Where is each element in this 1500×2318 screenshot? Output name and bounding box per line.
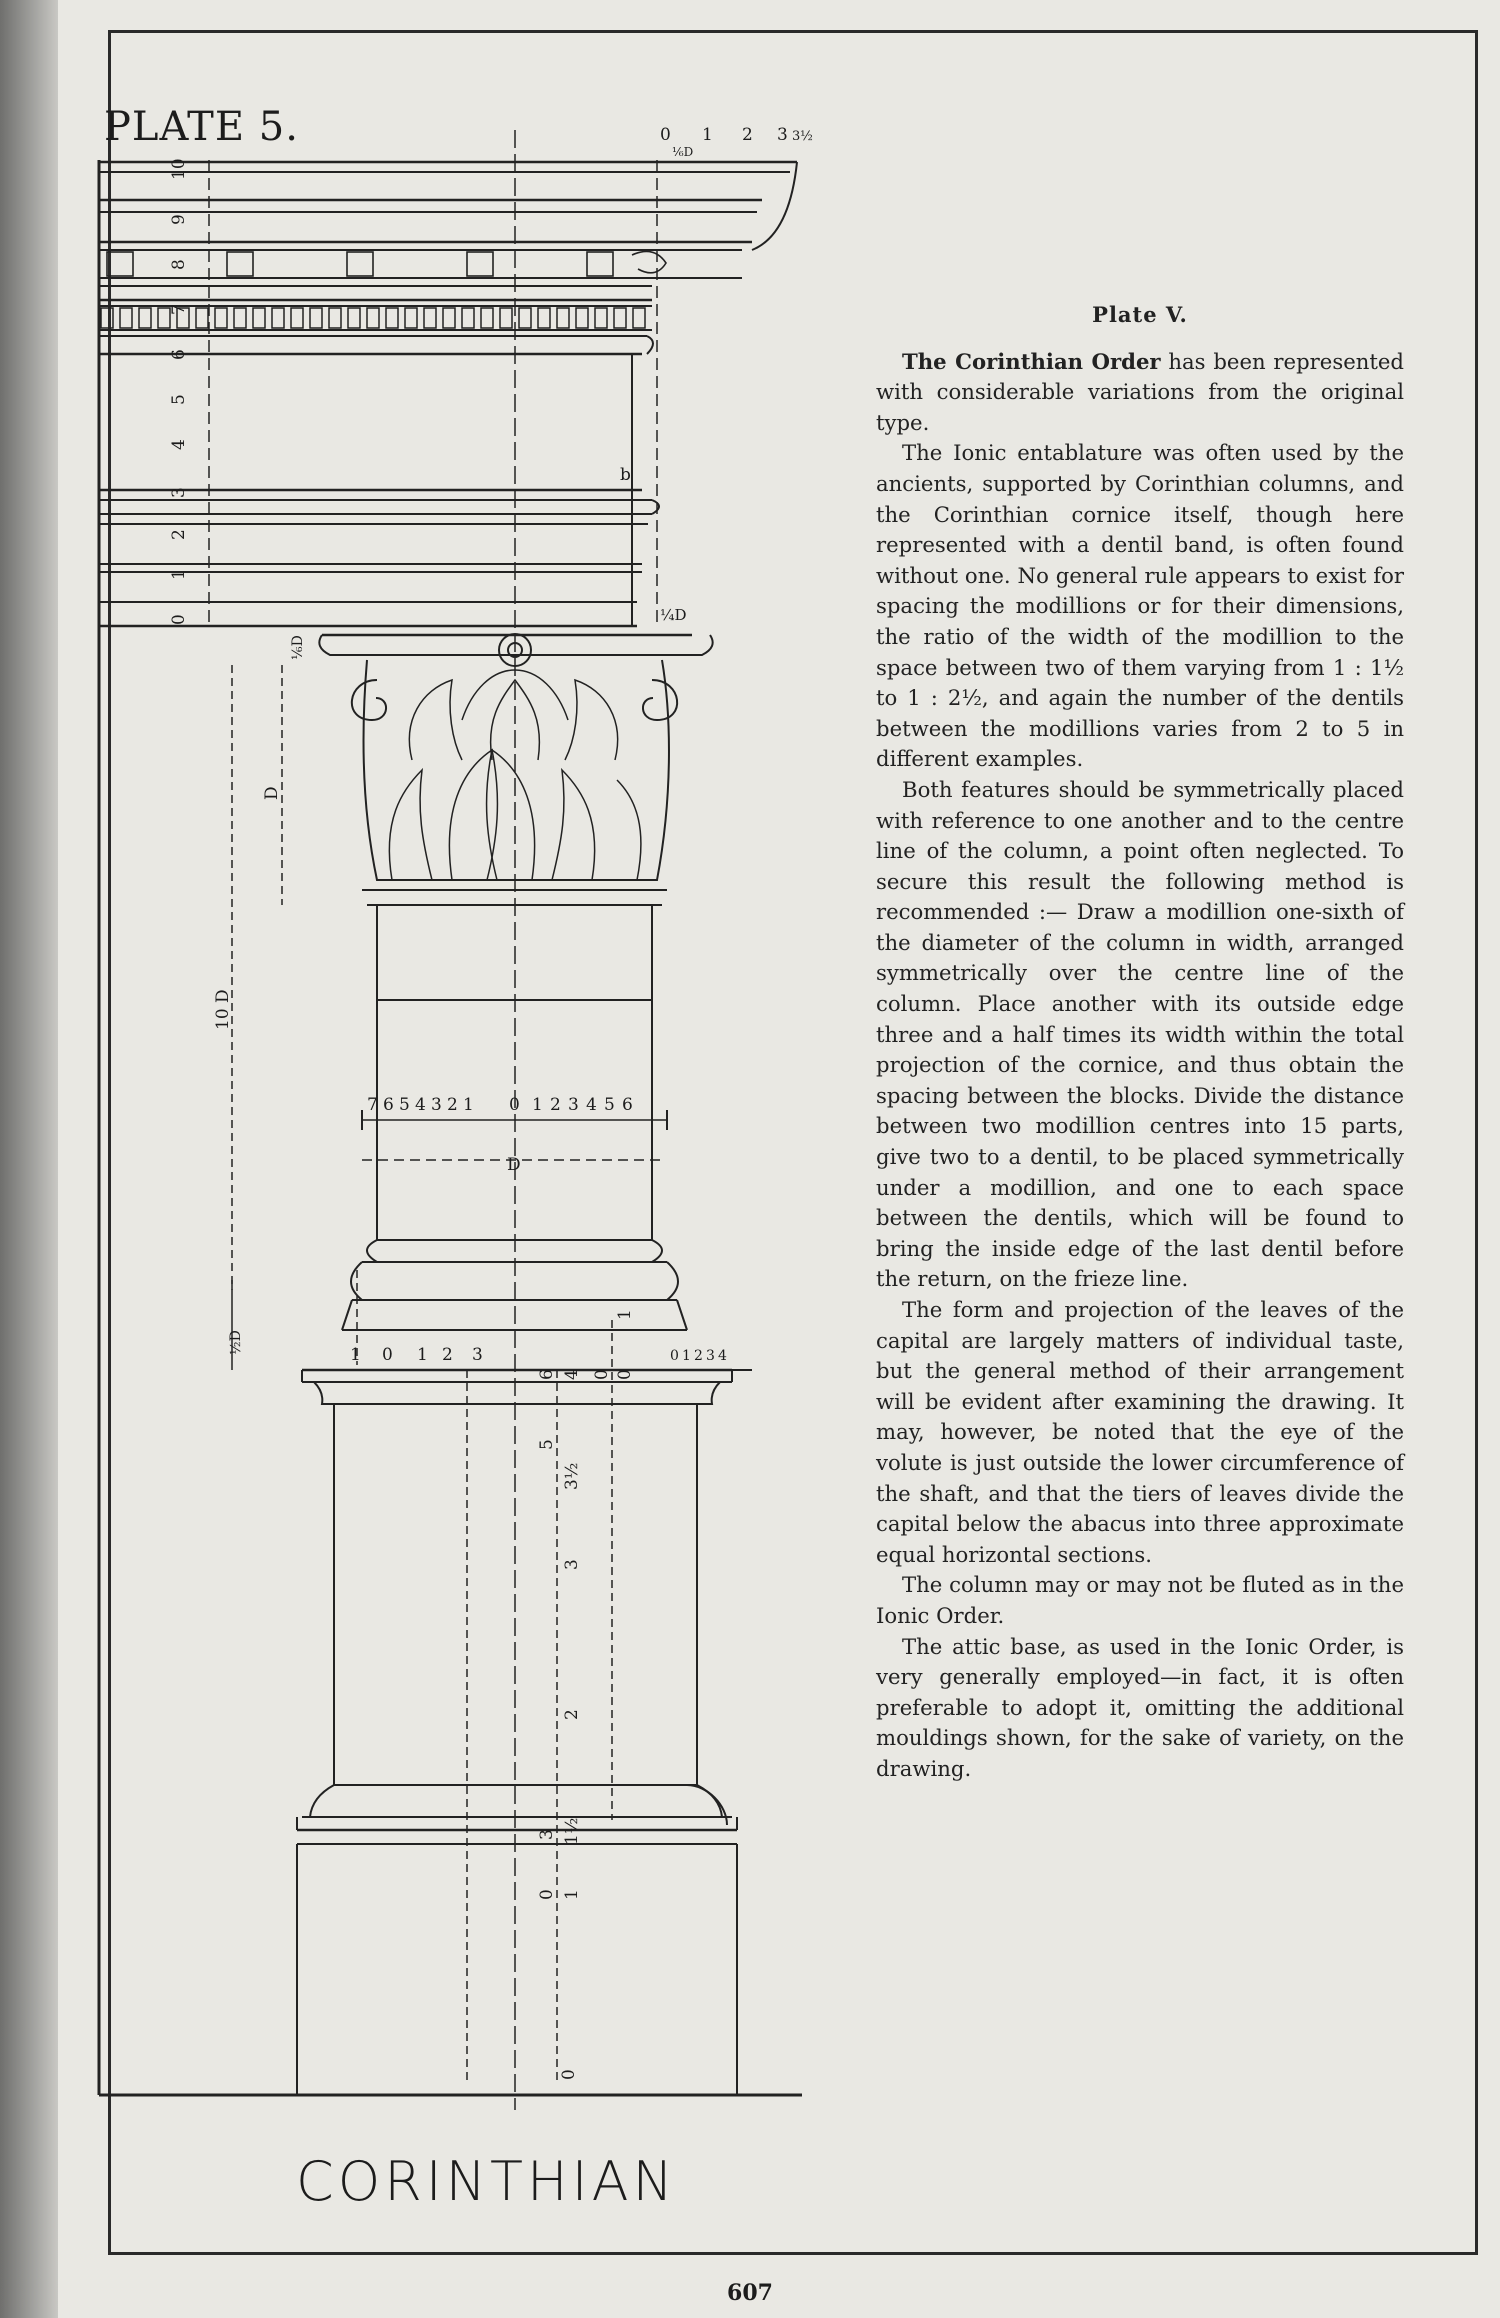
top-scale-1: 1 <box>702 125 713 145</box>
module-scale-left-1: 1 <box>463 1095 474 1115</box>
d-label-shaft: D <box>507 1155 521 1175</box>
plate-label: PLATE 5. <box>104 104 299 150</box>
paragraph-2: The Ionic entablature was often used by the ancients, supported by Corinthian columns, and the Corinthian cornice itself, though here represented with a dentil band, is often found without one. No general rule appears to exist for spacing the modillions or for their dimensions, the ratio of the width of the modillion to the space between two of them varying from 1 : 1½ to 1 : 2½, and again the number of the dentils between the modillions varies from 2 to 5 in different examples. <box>876 440 1404 772</box>
module-scale-right-4: 4 <box>586 1095 597 1115</box>
top-scale-3: 3 <box>777 125 788 145</box>
small-scale-3: 3 <box>706 1348 715 1364</box>
top-scale-3-half: 3½ <box>792 129 813 144</box>
base-scale-2: 2 <box>442 1345 453 1365</box>
shaft-mark-1-half: 1½ <box>562 1817 582 1845</box>
paragraph-1-lead: The Corinthian Order <box>902 348 1161 374</box>
module-scale-right-3: 3 <box>568 1095 579 1115</box>
base-scale-1: 1 <box>417 1345 428 1365</box>
plate-heading: Plate V. <box>1092 302 1188 327</box>
entablature-scale-6: 6 <box>169 349 189 360</box>
entablature-scale-7: 7 <box>169 304 189 315</box>
module-scale-left-5: 5 <box>399 1095 410 1115</box>
d-label-capital: D <box>262 786 282 800</box>
small-scale-0: 0 <box>670 1348 679 1364</box>
module-scale-left-6: 6 <box>383 1095 394 1115</box>
base-half-d-label: ½D <box>228 1330 244 1355</box>
top-scale-note: ⅙D <box>672 145 694 159</box>
module-scale-left-3: 3 <box>431 1095 442 1115</box>
book-spine <box>0 0 58 2318</box>
paragraph-5: The column may or may not be fluted as in the Ionic Order. <box>876 1572 1404 1628</box>
shaft-mark-6: 6 <box>537 1369 557 1380</box>
base-mark-1: 1 <box>615 1309 635 1320</box>
entablature-scale-2: 2 <box>169 529 189 540</box>
small-scale-4: 4 <box>718 1348 727 1364</box>
module-scale-right-0: 0 <box>509 1095 520 1115</box>
shaft-mark-3: 3 <box>562 1559 582 1570</box>
paragraph-4: The form and projection of the leaves of the capital are largely matters of individual taste, but the general method of their arrangement will be evident after examining the drawing. It may, however, be noted that the eye of the volute is just outside the lower circumference of the shaft, and that the tiers of leaves divide the capital below the abacus into three approximate equal horizontal sections. <box>876 1297 1404 1567</box>
entablature-scale-4: 4 <box>169 439 189 450</box>
base-scale-3: 3 <box>472 1345 483 1365</box>
entablature-scale-10: 10 <box>169 158 189 180</box>
paragraph-6: The attic base, as used in the Ionic Order, is very generally employed—in fact, it is often preferable to adopt it, omitting the additional mouldings shown, for the sake of variety, on the drawing. <box>876 1633 1404 1781</box>
shaft-mark-3-half: 3½ <box>562 1462 582 1490</box>
entablature-scale-0: 0 <box>169 614 189 625</box>
module-scale-right-6: 6 <box>622 1095 633 1115</box>
corinthian-order-drawing <box>92 120 832 2130</box>
plate-description <box>876 300 1404 1785</box>
shaft-mark-2: 2 <box>562 1709 582 1720</box>
shaft-mark-0b: 0 <box>537 1889 557 1900</box>
shaft-mark-5: 5 <box>537 1439 557 1450</box>
entablature-scale-8: 8 <box>169 259 189 270</box>
paragraph-1-text: has been represented with considerable variations from the original type. <box>876 348 1404 435</box>
small-scale-1: 1 <box>682 1348 691 1364</box>
entablature-scale-3: 3 <box>169 487 189 498</box>
module-scale-left-4: 4 <box>415 1095 426 1115</box>
paragraph-1 <box>876 347 1404 439</box>
module-scale-left-2: 2 <box>447 1095 458 1115</box>
base-scale-1a: 1 <box>350 1345 361 1365</box>
shaft-mark-0: 0 <box>592 1369 612 1380</box>
entablature-scale-5: 5 <box>169 394 189 405</box>
base-scale-0: 0 <box>382 1345 393 1365</box>
base-mark-0: 0 <box>615 1369 635 1380</box>
b-label: b <box>620 465 631 485</box>
top-scale-2: 2 <box>742 125 753 145</box>
module-scale-left-7: 7 <box>367 1095 378 1115</box>
quarter-d-label: ¼D <box>660 606 687 624</box>
ten-d-label: 10 D <box>213 989 233 1030</box>
entablature-scale-9: 9 <box>169 214 189 225</box>
page-number: 607 <box>727 2280 773 2306</box>
small-scale-2: 2 <box>694 1348 703 1364</box>
module-scale-right-5: 5 <box>604 1095 615 1115</box>
module-scale-right-1: 1 <box>532 1095 543 1115</box>
shaft-mark-4: 4 <box>562 1369 582 1380</box>
module-scale-right-2: 2 <box>550 1095 561 1115</box>
bottom-zero: 0 <box>559 2069 579 2080</box>
sixth-d-label: ⅙D <box>290 635 306 660</box>
paragraph-3: Both features should be symmetrically placed with reference to one another and to the centre line of the column, a point often neglected. To secure this result the following method is recommended :— Draw a modillion one-sixth of the diameter of the column in width, arranged symmetrically over the centre line of the column. Place another with its outside edge three and a half times its width within the total projection of the cornice, and thus obtain the spacing between the blocks. Divide the distance between two modillion centres into 15 parts, give two to a dentil, to be placed symmetrically under a modillion, and one to each space between the dentils, which will be found to bring the inside edge of the last dentil before the return, on the frieze line. <box>876 776 1404 1292</box>
top-scale-0: 0 <box>660 125 671 145</box>
entablature-scale-1: 1 <box>169 569 189 580</box>
shaft-mark-3b: 3 <box>537 1829 557 1840</box>
shaft-mark-1: 1 <box>562 1889 582 1900</box>
order-title: CORINTHIAN <box>296 2150 677 2213</box>
